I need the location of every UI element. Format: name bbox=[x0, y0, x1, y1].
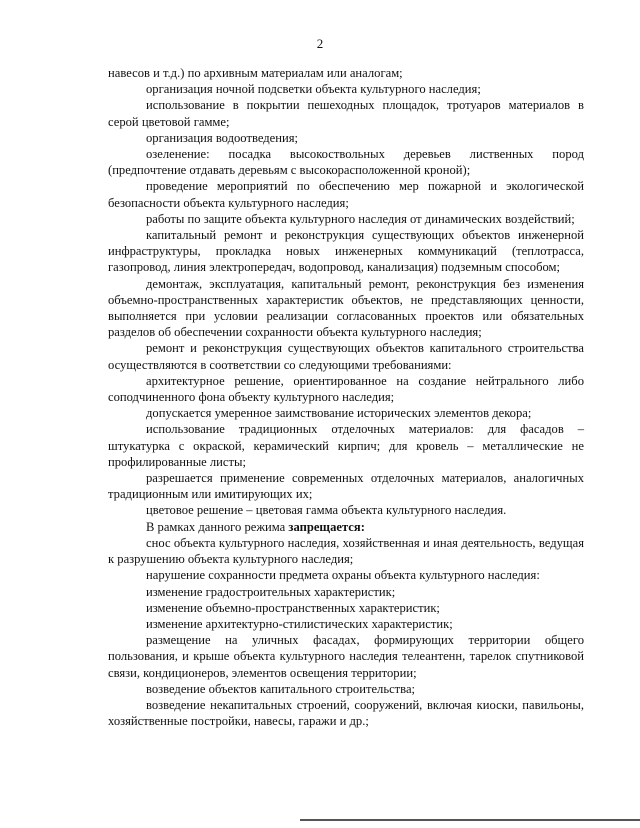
paragraph-text: проведение мероприятий по обеспечению мер пожарной и экологической безопасности объекта культурного наследия; bbox=[108, 179, 584, 210]
paragraph-text: размещение на уличных фасадах, формирующих территории общего пользования, и крыше объекта культурного наследия телеантенн, тарелок спутниковой связи, кондиционеров, элементов освещения территории; bbox=[108, 633, 584, 680]
paragraph-text: организация ночной подсветки объекта культурного наследия; bbox=[146, 82, 481, 97]
paragraph bbox=[108, 519, 584, 535]
paragraph bbox=[108, 146, 584, 178]
paragraph-bold-text: запрещается: bbox=[288, 519, 365, 534]
paragraph-text: допускается умеренное заимствование исторических элементов декора; bbox=[146, 406, 532, 421]
paragraph bbox=[108, 227, 584, 276]
paragraph bbox=[108, 502, 584, 518]
paragraph bbox=[108, 681, 584, 697]
paragraph bbox=[108, 65, 584, 81]
paragraph-text: озеленение: посадка высокоствольных деревьев лиственных пород (предпочтение отдавать деревьям с высокорасположенной кроной); bbox=[108, 147, 584, 178]
paragraph bbox=[108, 697, 584, 729]
paragraph bbox=[108, 535, 584, 567]
paragraph bbox=[108, 178, 584, 210]
paragraph bbox=[108, 421, 584, 470]
paragraph-text: использование в покрытии пешеходных площадок, тротуаров материалов в серой цветовой гамме; bbox=[108, 98, 584, 129]
paragraph bbox=[108, 211, 584, 227]
paragraph bbox=[108, 97, 584, 129]
paragraph bbox=[108, 340, 584, 372]
paragraph bbox=[108, 81, 584, 97]
page-number: 2 bbox=[316, 36, 324, 51]
paragraph-text: изменение градостроительных характеристик; bbox=[146, 584, 396, 599]
paragraph-text: ремонт и реконструкция существующих объектов капитального строительства осуществляются в соответствии со следующими требованиями: bbox=[108, 341, 584, 372]
paragraph bbox=[108, 373, 584, 405]
document-body bbox=[108, 65, 584, 729]
paragraph-text: снос объекта культурного наследия, хозяйственная и иная деятельность, ведущая к разрушению объекта культурного наследия; bbox=[108, 535, 584, 567]
paragraph bbox=[108, 567, 584, 583]
paragraph bbox=[108, 130, 584, 146]
paragraph-text: возведение некапитальных строений, сооружений, включая киоски, павильоны, хозяйственные постройки, навесы, гаражи и др.; bbox=[108, 697, 584, 729]
paragraph-text: демонтаж, эксплуатация, капитальный ремонт, реконструкция без изменения объемно-пространственных характеристик объектов, не представляющих ценности, выполняется при условии реализации согласованных проектов или обязательных разделов об обеспечении сохранности объекта культурного наследия; bbox=[108, 276, 584, 340]
paragraph bbox=[108, 584, 584, 600]
paragraph bbox=[108, 632, 584, 681]
paragraph-text: цветовое решение – цветовая гамма объекта культурного наследия. bbox=[146, 503, 507, 518]
paragraph bbox=[108, 276, 584, 341]
paragraph bbox=[108, 616, 584, 632]
paragraph-text: изменение объемно-пространственных характеристик; bbox=[146, 600, 440, 615]
paragraph-text: изменение архитектурно-стилистических характеристик; bbox=[146, 616, 453, 631]
paragraph-text: организация водоотведения; bbox=[146, 130, 299, 145]
paragraph-text: нарушение сохранности предмета охраны объекта культурного наследия: bbox=[146, 568, 540, 583]
paragraph-text: возведение объектов капитального строительства; bbox=[146, 681, 416, 696]
scan-artifact-line bbox=[300, 819, 640, 821]
paragraph-text: использование традиционных отделочных материалов: для фасадов – штукатурка с окраской, керамический кирпич; для кровель – металлические не профилированные листы; bbox=[108, 422, 584, 469]
paragraph-text: капитальный ремонт и реконструкция существующих объектов инженерной инфраструктуры, прокладка новых инженерных коммуникаций (теплотрасса, газопровод, линия электропередач, водопровод, канализация) подземным способом; bbox=[108, 228, 584, 275]
paragraph-text: навесов и т.д.) по архивным материалам или аналогам; bbox=[108, 66, 403, 80]
paragraph bbox=[108, 470, 584, 502]
paragraph-text: архитектурное решение, ориентированное на создание нейтрального либо соподчиненного фона объекту культурного наследия; bbox=[108, 373, 584, 405]
paragraph-text: В рамках данного режима bbox=[146, 519, 289, 534]
paragraph-text: разрешается применение современных отделочных материалов, аналогичных традиционным или имитирующих их; bbox=[108, 471, 584, 502]
paragraph bbox=[108, 405, 584, 421]
paragraph-text: работы по защите объекта культурного наследия от динамических воздействий; bbox=[146, 211, 575, 226]
paragraph bbox=[108, 600, 584, 616]
